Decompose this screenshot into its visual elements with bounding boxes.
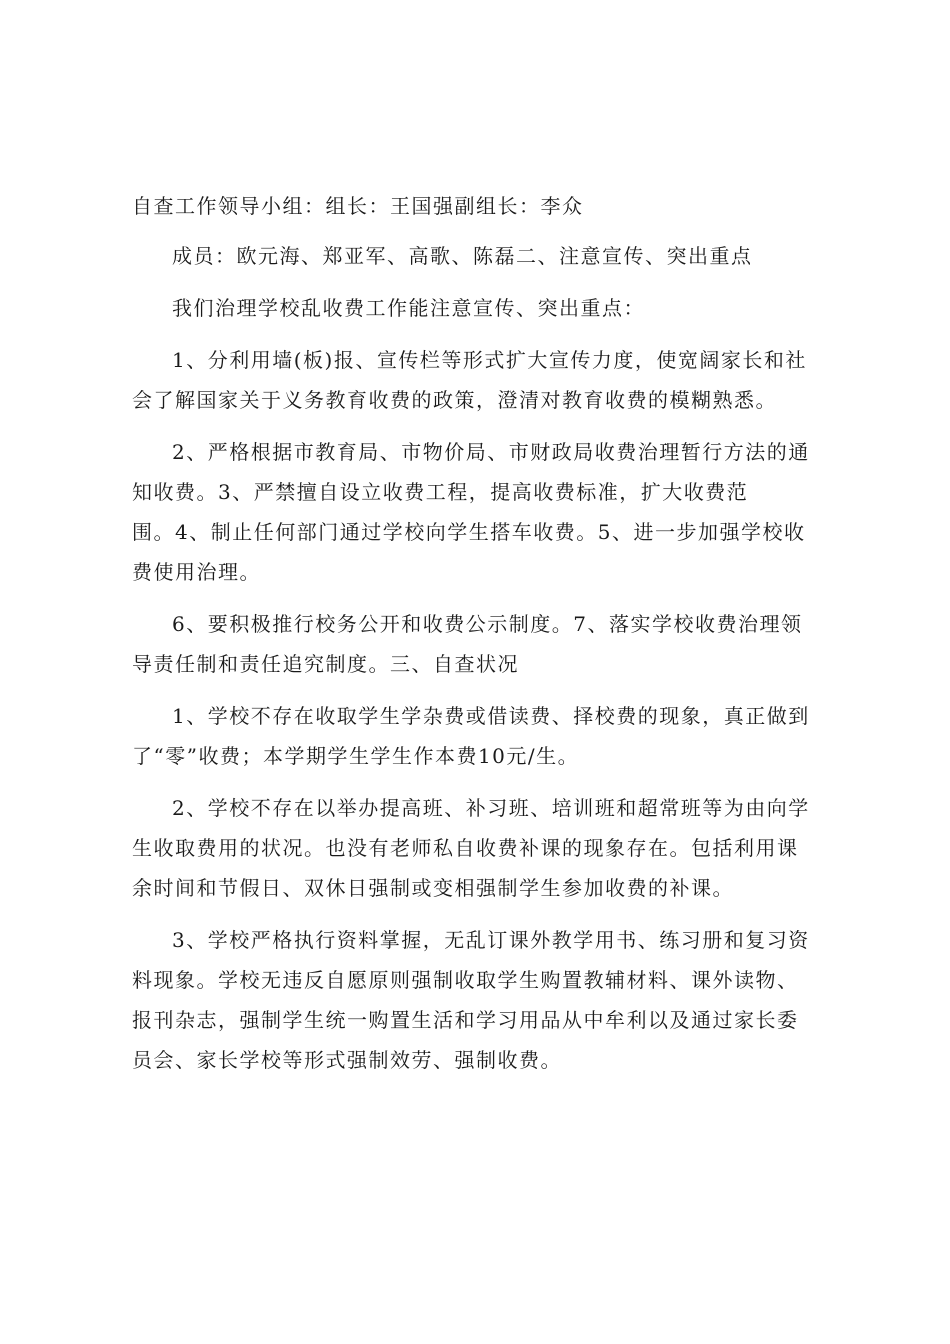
- text-line: 员会、家长学校等形式强制效劳、强制收费。: [132, 1048, 562, 1072]
- text-line: 1、学校不存在收取学生学杂费或借读费、择校费的现象，真正做到: [172, 704, 810, 728]
- text-line: 自查工作领导小组：组长：王国强副组长：李众: [132, 194, 584, 218]
- text-line: 会了解国家关于义务教育收费的政策，澄清对教育收费的模糊熟悉。: [132, 388, 777, 412]
- text-line: 6、要积极推行校务公开和收费公示制度。7、落实学校收费治理领: [172, 612, 803, 636]
- text-line: 我们治理学校乱收费工作能注意宣传、突出重点：: [172, 296, 645, 320]
- text-line: 3、学校严格执行资料掌握，无乱订课外教学用书、练习册和复习资: [172, 928, 810, 952]
- text-line: 导责任制和责任追究制度。三、自查状况: [132, 652, 519, 676]
- paragraph-item-1: [132, 340, 832, 420]
- text-line: 知收费。3、严禁擅自设立收费工程，提高收费标准，扩大收费范: [132, 480, 749, 504]
- paragraph-check-2: [132, 788, 832, 908]
- paragraph-check-1: [132, 696, 832, 776]
- text-line: 成员：欧元海、郑亚军、高歌、陈磊二、注意宣传、突出重点: [172, 244, 753, 268]
- text-line: 2、学校不存在以举办提高班、补习班、培训班和超常班等为由向学: [172, 796, 810, 820]
- text-line: 余时间和节假日、双休日强制或变相强制学生参加收费的补课。: [132, 876, 734, 900]
- text-line: 料现象。学校无违反自愿原则强制收取学生购置教辅材料、课外读物、: [132, 968, 799, 992]
- text-line: 2、严格根据市教育局、市物价局、市财政局收费治理暂行方法的通: [172, 440, 810, 464]
- text-line: 生收取费用的状况。也没有老师私自收费补课的现象存在。包括利用课: [132, 836, 799, 860]
- paragraph-members: [132, 236, 832, 276]
- text-line: 费使用治理。: [132, 560, 261, 584]
- paragraph-item-2: [132, 432, 832, 592]
- text-line: 1、分利用墙(板)报、宣传栏等形式扩大宣传力度，使宽阔家长和社: [172, 348, 807, 372]
- text-line: 了“零”收费；本学期学生学生作本费10元/生。: [132, 744, 580, 768]
- text-line: 报刊杂志，强制学生统一购置生活和学习用品从中牟利以及通过家长委: [132, 1008, 799, 1032]
- paragraph-item-6: [132, 604, 832, 684]
- paragraph-intro: [132, 288, 832, 328]
- document-body: [132, 186, 832, 1092]
- text-line: 围。4、制止任何部门通过学校向学生搭车收费。5、进一步加强学校收: [132, 520, 806, 544]
- paragraph-leadership-group: [132, 186, 832, 226]
- paragraph-check-3: [132, 920, 832, 1080]
